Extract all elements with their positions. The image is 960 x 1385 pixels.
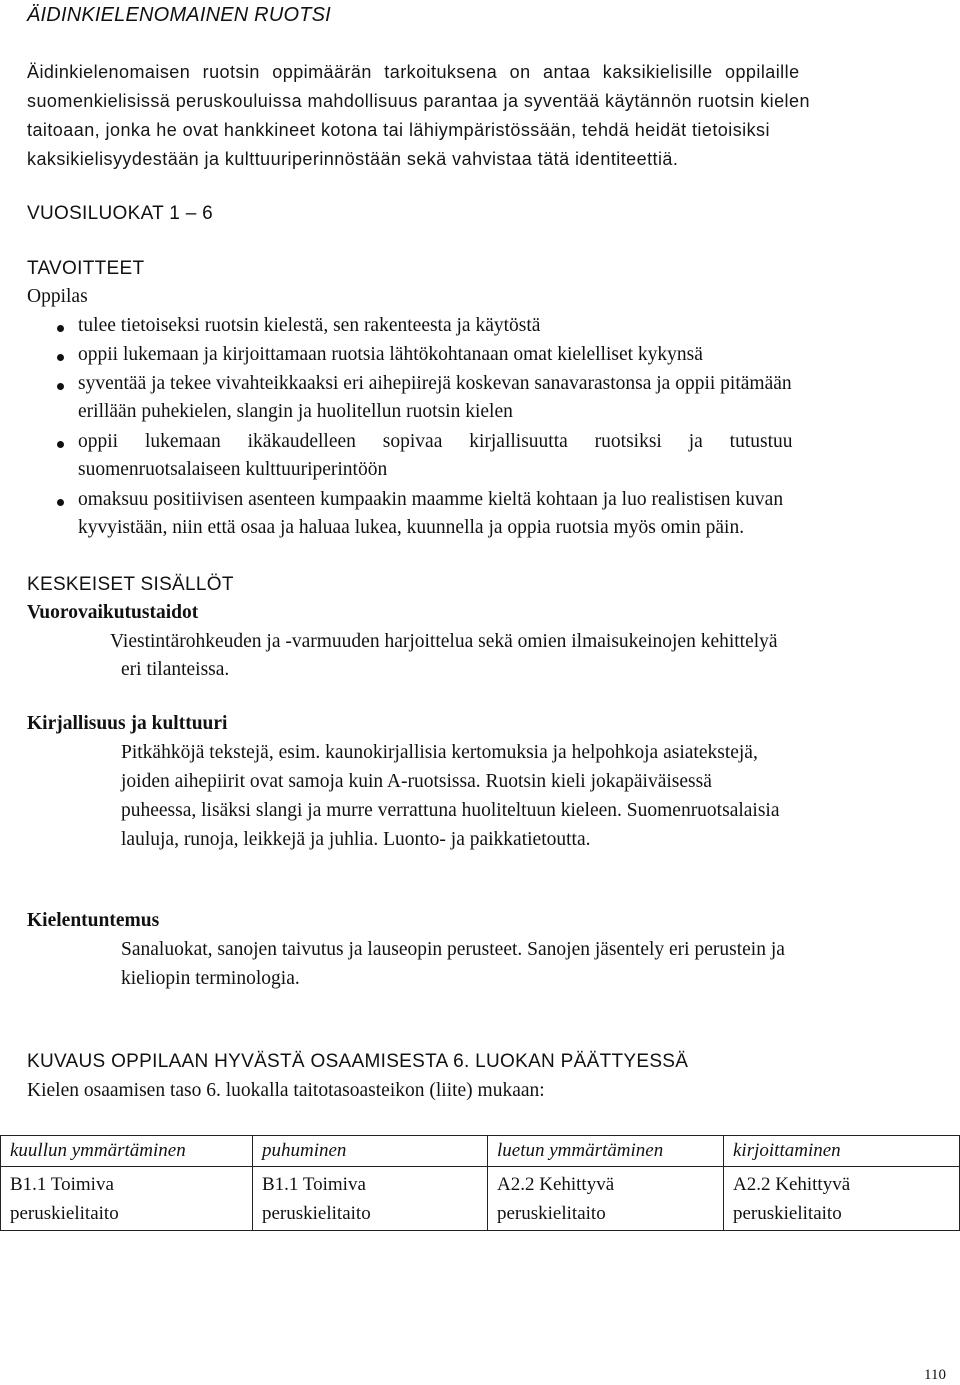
goals-heading: TAVOITTEET (27, 258, 145, 279)
intro-line (27, 62, 952, 83)
section-line: puheessa, lisäksi slangi ja murre verrattuna huoliteltuun kieleen. Suomenruotsalaisia (121, 800, 780, 821)
goal-item: omaksuu positiivisen asenteen kumpaakin maamme kieltä kohtaan ja luo realistisen kuvan (78, 489, 784, 510)
table-cell (724, 1167, 960, 1231)
section-title: Kirjallisuus ja kulttuuri (27, 713, 228, 734)
goal-item: tulee tietoiseksi ruotsin kielestä, sen rakenteesta ja käytöstä (78, 315, 541, 336)
section-title: Kielentuntemus (27, 910, 160, 931)
intro-line: suomenkielisissä peruskouluissa mahdollisuus parantaa ja syventää käytännön ruotsin kielen (27, 91, 810, 111)
goal-item-continued: kyvyistään, niin että osaa ja haluaa lukea, kuunnella ja oppia ruotsia myös omin päin. (78, 517, 745, 538)
bullet-icon (57, 441, 64, 448)
grade-heading: VUOSILUOKAT 1 – 6 (27, 203, 214, 224)
table-cell (1, 1167, 253, 1231)
assessment-heading: KUVAUS OPPILAAN HYVÄSTÄ OSAAMISESTA 6. LUOKAN PÄÄTTYESSÄ (27, 1051, 689, 1072)
level-description: peruskielitaito (733, 1203, 842, 1224)
level-description: peruskielitaito (497, 1203, 606, 1224)
table-header-cell: puhuminen (253, 1136, 488, 1167)
level-description: peruskielitaito (10, 1203, 119, 1224)
level-name: A2.2 Kehittyvä (497, 1174, 615, 1195)
bullet-icon (57, 354, 64, 361)
level-name: B1.1 Toimiva (262, 1174, 366, 1195)
section-title: Vuorovaikutustaidot (27, 602, 199, 623)
table-row (1, 1167, 960, 1231)
section-line: joiden aihepiirit ovat samoja kuin A-ruotsissa. Ruotsin kieli jokapäiväisessä (121, 771, 712, 792)
section-line: Pitkähköjä tekstejä, esim. kaunokirjallisia kertomuksia ja helpohkoja asiatekstejä, (121, 742, 758, 763)
section-line: kieliopin terminologia. (121, 968, 300, 989)
document-title: ÄIDINKIELENOMAINEN RUOTSI (27, 4, 331, 26)
section-line: Sanaluokat, sanojen taivutus ja lauseopin perusteet. Sanojen jäsentely eri perustein ja (121, 939, 785, 960)
goal-item-continued: erillään puhekielen, slangin ja huolitellun ruotsin kielen (78, 401, 513, 422)
contents-heading: KESKEISET SISÄLLÖT (27, 574, 234, 595)
section-line: Viestintärohkeuden ja -varmuuden harjoittelua sekä omien ilmaisukeinojen kehittelyä (110, 631, 778, 652)
level-description: peruskielitaito (262, 1203, 371, 1224)
page-number: 110 (924, 1367, 946, 1383)
table-header-cell: kirjoittaminen (724, 1136, 960, 1167)
table-cell (488, 1167, 724, 1231)
section-line: lauluja, runoja, leikkejä ja juhlia. Luonto- ja paikkatietoutta. (121, 829, 591, 850)
level-name: B1.1 Toimiva (10, 1174, 114, 1195)
bullet-icon (57, 383, 64, 390)
table-cell (253, 1167, 488, 1231)
goal-item: oppii lukemaan ja kirjoittamaan ruotsia lähtökohtanaan omat kielelliset kykynsä (78, 344, 703, 365)
goal-item: syventää ja tekee vivahteikkaaksi eri aihepiirejä koskevan sanavarastonsa ja oppii pitämään (78, 373, 792, 394)
intro-text: Äidinkielenomaisen ruotsin oppimäärän tarkoituksena on antaa kaksikielisille oppilaille (27, 62, 800, 82)
bullet-icon (57, 325, 64, 332)
table-header-cell: luetun ymmärtäminen (488, 1136, 724, 1167)
table-header-row (1, 1136, 960, 1167)
skill-level-table (0, 1135, 960, 1231)
bullet-icon (57, 499, 64, 506)
assessment-intro: Kielen osaamisen taso 6. luokalla taitotasoasteikon (liite) mukaan: (27, 1080, 545, 1101)
goal-item-continued: suomenruotsalaiseen kulttuuriperintöön (78, 459, 388, 480)
goals-subject: Oppilas (27, 286, 88, 307)
intro-line: taitoaan, jonka he ovat hankkineet kotona tai lähiympäristössään, tehdä heidät tietoisiksi (27, 120, 770, 140)
level-name: A2.2 Kehittyvä (733, 1174, 851, 1195)
section-line: eri tilanteissa. (121, 659, 230, 680)
goal-item: oppii lukemaan ikäkaudelleen sopivaa kirjallisuutta ruotsiksi ja tutustuu (78, 431, 793, 452)
intro-line: kaksikielisyydestään ja kulttuuriperinnöstään sekä vahvistaa tätä identiteettiä. (27, 149, 679, 169)
table-header-cell: kuullun ymmärtäminen (1, 1136, 253, 1167)
